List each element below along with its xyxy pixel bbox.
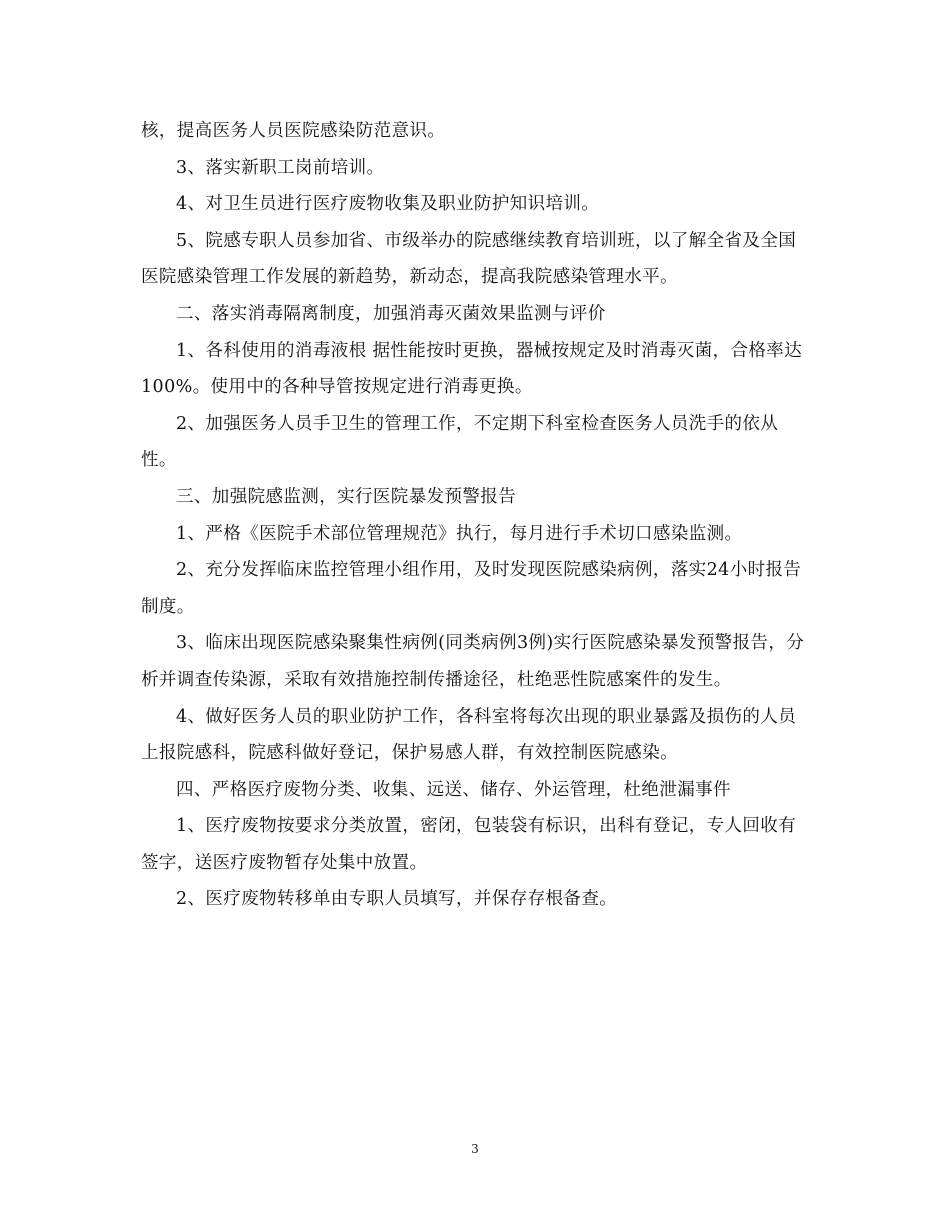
paragraph: 4、做好医务人员的职业防护工作，各科室将每次出现的职业暴露及损伤的人员上报院感科，院感科做好登记，保护易感人群，有效控制医院感染。 [141,706,797,764]
section-heading: 三、加强院感监测，实行医院暴发预警报告 [176,486,517,507]
page-number: 3 [471,1142,479,1156]
paragraph: 2、加强医务人员手卫生的管理工作，不定期下科室检查医务人员洗手的依从性。 [141,413,779,471]
paragraph: 3、落实新职工岗前培训。 [176,157,385,178]
document-body [141,113,811,918]
paragraph: 1、严格《医院手术部位管理规范》执行，每月进行手术切口感染监测。 [176,523,743,544]
paragraph: 5、院感专职人员参加省、市级举办的院感继续教育培训班，以了解全省及全国医院感染管理工作发展的新趋势，新动态，提高我院感染管理水平。 [141,230,797,288]
paragraph: 2、充分发挥临床监控管理小组作用，及时发现医院感染病例，落实24小时报告制度。 [141,560,802,617]
section-heading: 二、落实消毒隔离制度，加强消毒灭菌效果监测与评价 [176,303,606,324]
paragraph: 2、医疗废物转移单由专职人员填写，并保存存根备查。 [176,889,618,910]
paragraph: 4、对卫生员进行医疗废物收集及职业防护知识培训。 [176,194,600,215]
paragraph: 1、各科使用的消毒液根 据性能按时更换，器械按规定及时消毒灭菌，合格率达100%。使用中的各种导管按规定进行消毒更换。 [141,340,803,398]
paragraph: 核，提高医务人员医院感染防范意识。 [141,121,446,141]
section-heading: 四、严格医疗废物分类、收集、远送、储存、外运管理，杜绝泄漏事件 [176,779,731,800]
paragraph: 3、临床出现医院感染聚集性病例(同类病例3例)实行医院感染暴发预警报告，分析并调查传染源，采取有效措施控制传播途径，杜绝恶性院感案件的发生。 [141,633,805,690]
paragraph: 1、医疗废物按要求分类放置，密闭，包装袋有标识，出科有登记，专人回收有签字，送医疗废物暂存处集中放置。 [141,816,797,873]
